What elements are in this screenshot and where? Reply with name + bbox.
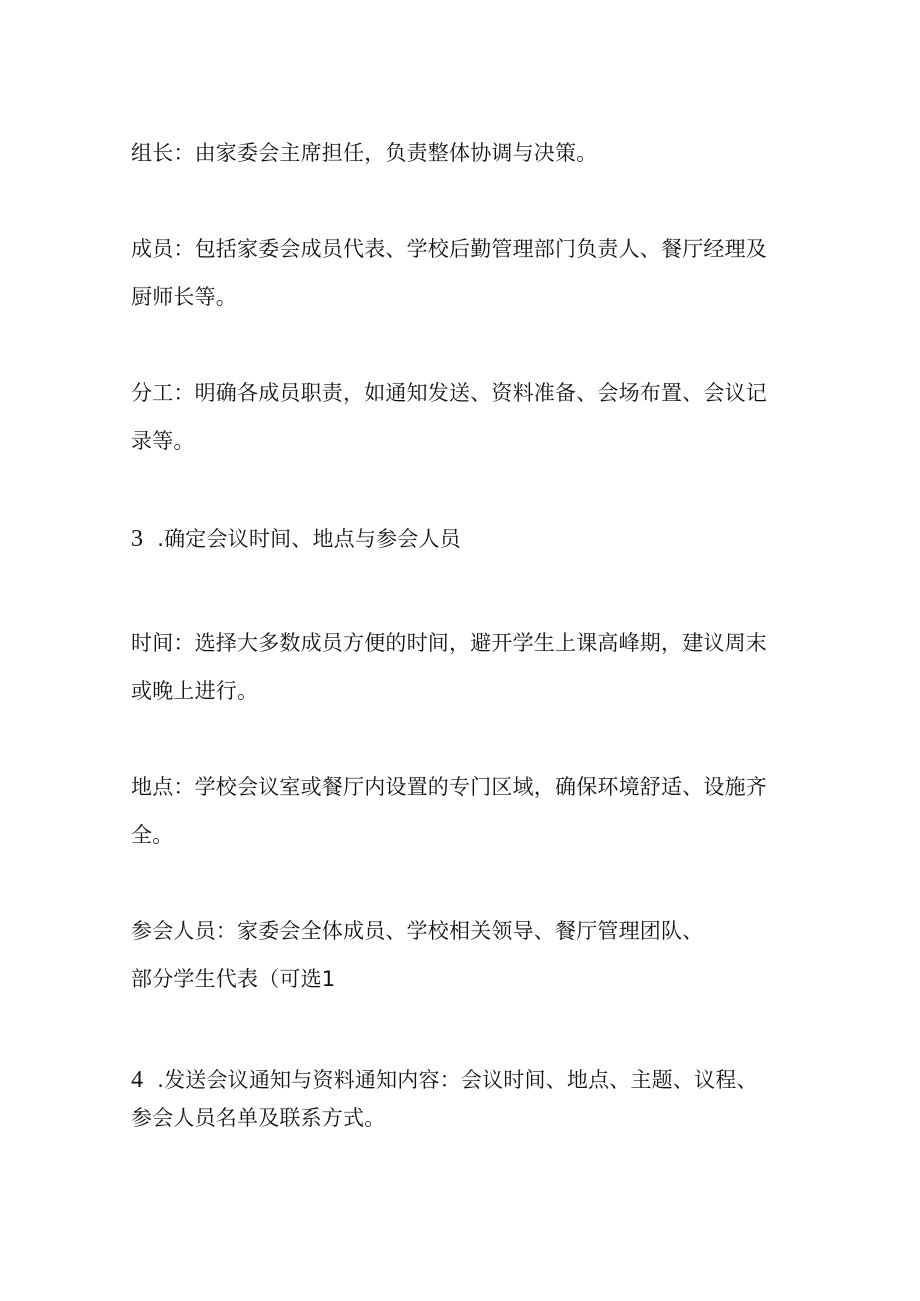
section-heading-3: [131, 525, 461, 553]
paragraph-time-line1: 时间：选择大多数成员方便的时间，避开学生上课高峰期，建议周末: [131, 631, 767, 655]
paragraph-attendees-line2: 部分学生代表（可选1: [131, 967, 336, 991]
section-number: 4: [131, 1067, 144, 1093]
section-heading-4: [131, 1066, 758, 1094]
section-title: .确定会议时间、地点与参会人员: [157, 527, 461, 551]
paragraph-members-line2: 厨师长等。: [131, 285, 237, 309]
paragraph-leader: 组长：由家委会主席担任，负责整体协调与决策。: [131, 141, 598, 165]
paragraph-division-line2: 录等。: [131, 429, 195, 453]
paragraph-members-line1: 成员：包括家委会成员代表、学校后勤管理部门负责人、餐厅经理及: [131, 237, 767, 261]
section-4-line2: 参会人员名单及联系方式。: [131, 1106, 386, 1130]
paragraph-time-line2: 或晚上进行。: [131, 679, 259, 703]
section-number: 3: [131, 526, 144, 552]
section-title: .发送会议通知与资料通知内容：会议时间、地点、主题、议程、: [157, 1068, 758, 1092]
paragraph-location-line2: 全。: [131, 823, 174, 847]
paragraph-attendees-line1: 参会人员：家委会全体成员、学校相关领导、餐厅管理团队、: [131, 919, 704, 943]
paragraph-location-line1: 地点：学校会议室或餐厅内设置的专门区域，确保环境舒适、设施齐: [131, 775, 767, 799]
paragraph-division-line1: 分工：明确各成员职责，如通知发送、资料准备、会场布置、会议记: [131, 381, 767, 405]
